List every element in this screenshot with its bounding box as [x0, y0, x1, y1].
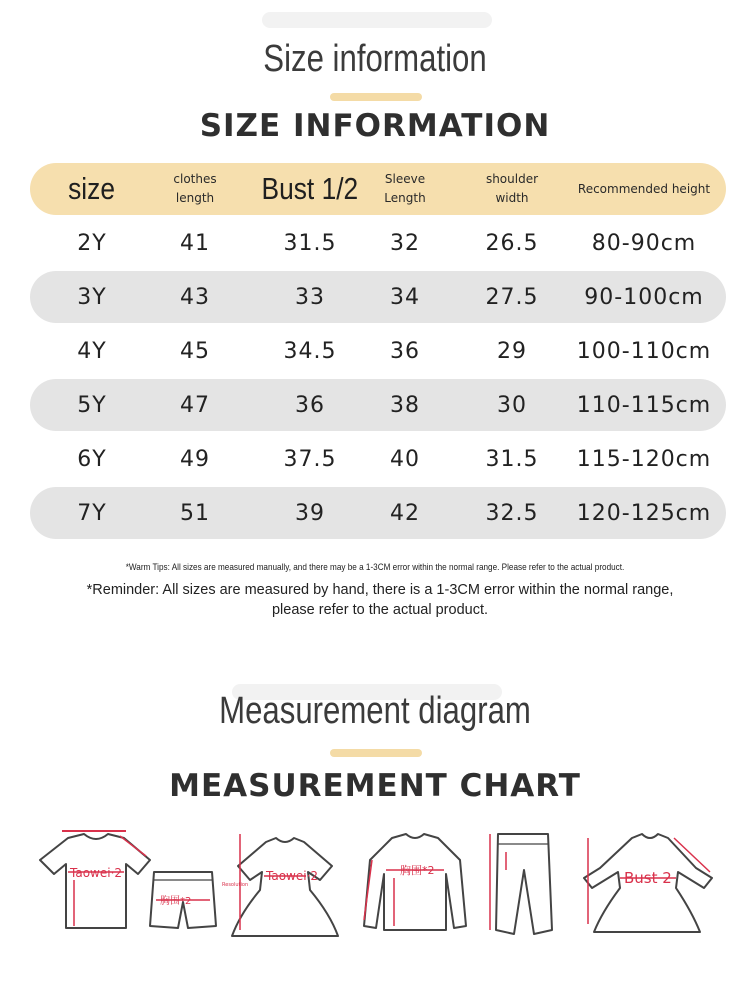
- tshirt-diagram-icon: [34, 828, 156, 938]
- reminder-text: [60, 580, 700, 620]
- accent-bar-top: [330, 93, 422, 101]
- cell-shoulder: 31.5: [485, 446, 539, 472]
- cell-sleeve: 38: [390, 392, 420, 418]
- cell-clothes-length: 49: [180, 446, 210, 472]
- shorts-diagram-icon: [144, 866, 222, 938]
- cell-size: 4Y: [77, 338, 107, 364]
- cell-bust: 34.5: [283, 338, 337, 364]
- cell-shoulder: 29: [497, 338, 527, 364]
- reminder-line-1: *Reminder: All sizes are measured by hand, there is a 1-3CM error within the normal range,: [86, 582, 674, 598]
- section-subtitle-measurement-chart: MEASUREMENT CHART: [169, 768, 581, 804]
- header-clothes-length: clothes length: [173, 172, 217, 205]
- table-row: [30, 487, 726, 539]
- cell-bust: 33: [295, 284, 325, 310]
- cell-size: 6Y: [77, 446, 107, 472]
- measurement-diagrams: [0, 822, 750, 952]
- reminder-line-2: please refer to the actual product.: [271, 602, 489, 618]
- dress-tiny-label: Resolution: [222, 882, 249, 888]
- header-bust: Bust 1/2: [261, 171, 359, 206]
- cell-size: 3Y: [77, 284, 107, 310]
- cell-shoulder: 27.5: [485, 284, 539, 310]
- cell-bust: 31.5: [283, 230, 337, 256]
- header-recommended-height: Recommended height: [577, 181, 711, 196]
- table-row: [30, 325, 726, 377]
- cell-height: 120-125cm: [576, 500, 712, 526]
- table-row: [30, 379, 726, 431]
- cell-sleeve: 42: [390, 500, 420, 526]
- dress-bust-label: Taowei·2: [266, 869, 319, 883]
- cell-height: 100-110cm: [576, 338, 712, 364]
- tshirt-bust-label: Taowei·2: [70, 866, 123, 880]
- faint-smudge: [262, 12, 492, 28]
- cell-height: 115-120cm: [576, 446, 712, 472]
- cell-sleeve: 32: [390, 230, 420, 256]
- cell-clothes-length: 45: [180, 338, 210, 364]
- section-subtitle-size-information: SIZE INFORMATION: [199, 108, 551, 144]
- cell-height: 80-90cm: [591, 230, 697, 256]
- shorts-waist-label: 胸围*2: [160, 896, 192, 907]
- cell-bust: 39: [295, 500, 325, 526]
- cell-clothes-length: 47: [180, 392, 210, 418]
- cell-sleeve: 36: [390, 338, 420, 364]
- table-row: [30, 271, 726, 323]
- cell-sleeve: 34: [390, 284, 420, 310]
- longsleeve-diagram-icon: [356, 830, 474, 942]
- cell-shoulder: 26.5: [485, 230, 539, 256]
- cell-size: 2Y: [77, 230, 107, 256]
- table-header-row: [30, 163, 726, 215]
- dress-longsleeve-diagram-icon: [578, 828, 718, 940]
- cell-sleeve: 40: [390, 446, 420, 472]
- table-row: [30, 433, 726, 485]
- accent-bar-bottom: [330, 749, 422, 757]
- table-row: [30, 217, 726, 269]
- cell-height: 90-100cm: [584, 284, 704, 310]
- pants-diagram-icon: [486, 830, 560, 942]
- warm-tips-text: *Warm Tips: All sizes are measured manually, and there may be a 1-3CM error within the normal range. Please refer to the actual product.: [125, 562, 625, 573]
- cell-clothes-length: 51: [180, 500, 210, 526]
- cell-shoulder: 30: [497, 392, 527, 418]
- cell-size: 5Y: [77, 392, 107, 418]
- header-size: size: [68, 171, 116, 206]
- header-shoulder-width: shoulder width: [485, 172, 539, 205]
- section-title-size-information: Size information: [263, 38, 487, 80]
- cell-shoulder: 32.5: [485, 500, 539, 526]
- size-table: [30, 163, 726, 541]
- longsleeve-bust-label: 胸围*2: [400, 864, 435, 877]
- cell-bust: 37.5: [283, 446, 337, 472]
- dress-diagram-icon: [222, 830, 344, 942]
- cell-clothes-length: 41: [180, 230, 210, 256]
- cell-height: 110-115cm: [576, 392, 712, 418]
- cell-clothes-length: 43: [180, 284, 210, 310]
- header-sleeve-length: Sleeve Length: [384, 172, 426, 205]
- section-title-measurement-diagram: Measurement diagram: [219, 690, 531, 732]
- cell-size: 7Y: [77, 500, 107, 526]
- dress2-bust-label: Bust 2: [624, 869, 672, 887]
- cell-bust: 36: [295, 392, 325, 418]
